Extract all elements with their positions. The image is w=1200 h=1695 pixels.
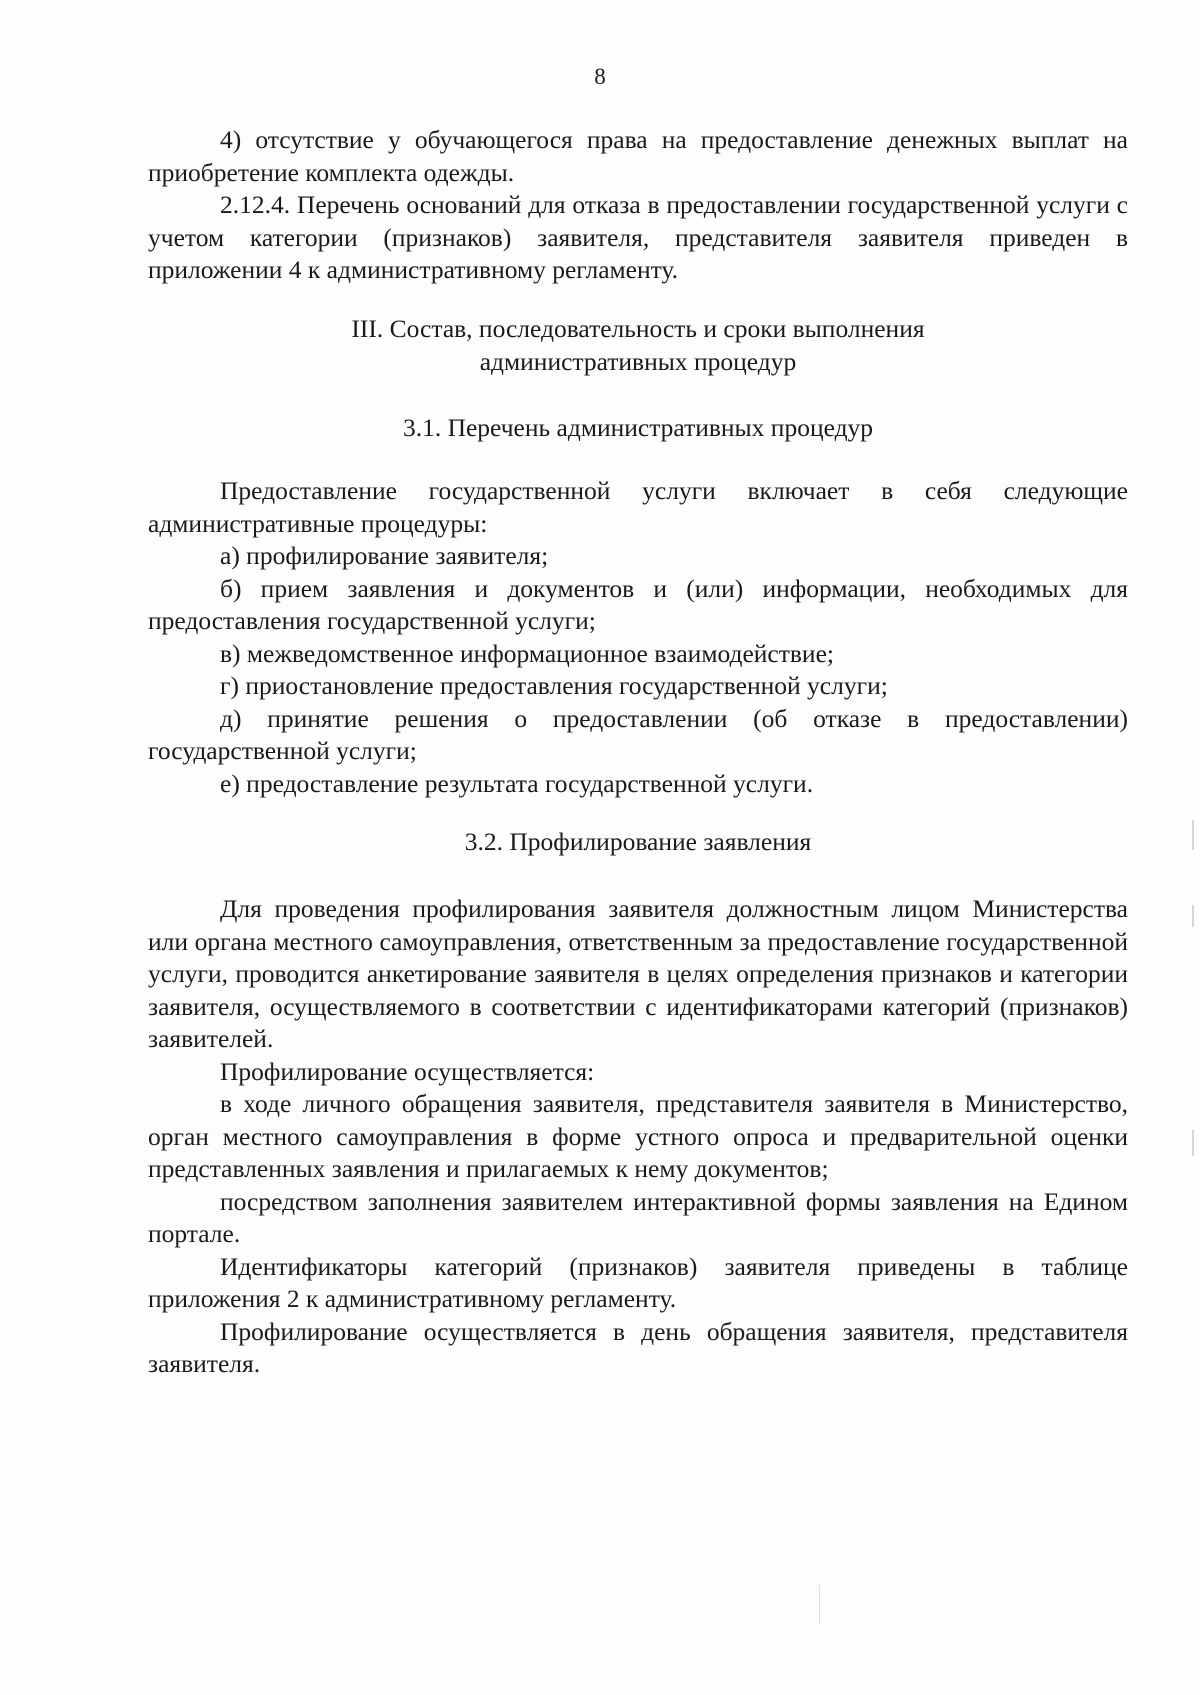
subsection-3-1-title: 3.1. Перечень административных процедур <box>402 413 874 442</box>
subsection-3-1-body <box>148 475 1128 800</box>
section-3-title-line2: административных процедур <box>479 346 797 376</box>
scan-artifact <box>1192 905 1194 927</box>
list-item: г) приостановление предоставления государственной услуги; <box>220 671 888 700</box>
list-item: а) профилирование заявителя; <box>220 541 549 570</box>
paragraph: 2.12.4. Перечень оснований для отказа в предоставлении государственной услуги с учетом категории (признаков) заявителя, представителя заявителя приведен в приложении 4 к административному регламенту. <box>148 190 1128 284</box>
section-3-title-line1: III. Состав, последовательность и сроки выполнения <box>351 314 925 343</box>
page-number: 8 <box>594 64 606 89</box>
paragraph: Для проведения профилирования заявителя должностным лицом Министерства или органа местного самоуправления, ответственным за предоставление государственной услуги, проводится анкетирование заявителя в целях определения признаков и категории заявителя, осуществляемого в соответствии с идентификаторами категорий (признаков) заявителей. <box>148 894 1128 1053</box>
paragraph: посредством заполнения заявителем интерактивной формы заявления на Едином портале. <box>148 1186 1128 1248</box>
subsection-3-2-heading <box>148 826 1128 859</box>
list-item: б) прием заявления и документов и (или) информации, необходимых для предоставления государственной услуги; <box>148 573 1128 635</box>
list-item: е) предоставление результата государственной услуги. <box>220 768 814 798</box>
paragraph: 4) отсутствие у обучающегося права на предоставление денежных выплат на приобретение комплекта одежды. <box>148 125 1128 187</box>
subsection-3-1-heading <box>148 412 1128 445</box>
paragraph: Профилирование осуществляется: <box>220 1056 595 1086</box>
paragraph: Идентификаторы категорий (признаков) заявителя приведены в таблице приложения 2 к административному регламенту. <box>148 1251 1128 1313</box>
section-3-heading <box>148 313 1128 378</box>
scan-artifact <box>1192 820 1194 850</box>
paragraph: Профилирование осуществляется в день обращения заявителя, представителя заявителя. <box>148 1316 1128 1378</box>
paragraph: Предоставление государственной услуги включает в себя следующие административные процедуры: <box>148 476 1128 538</box>
section-2-tail <box>148 124 1128 287</box>
list-item: д) принятие решения о предоставлении (об отказе в предоставлении) государственной услуги; <box>148 703 1128 765</box>
subsection-3-2-body <box>148 893 1128 1381</box>
paragraph: в ходе личного обращения заявителя, представителя заявителя в Министерство, орган местного самоуправления в форме устного опроса и предварительной оценки представленных заявления и прилагаемых к нему документов; <box>148 1089 1128 1183</box>
list-item: в) межведомственное информационное взаимодействие; <box>220 638 834 668</box>
subsection-3-2-title: 3.2. Профилирование заявления <box>464 827 812 856</box>
scan-artifact <box>1192 1130 1194 1156</box>
scan-artifact <box>819 1585 820 1625</box>
